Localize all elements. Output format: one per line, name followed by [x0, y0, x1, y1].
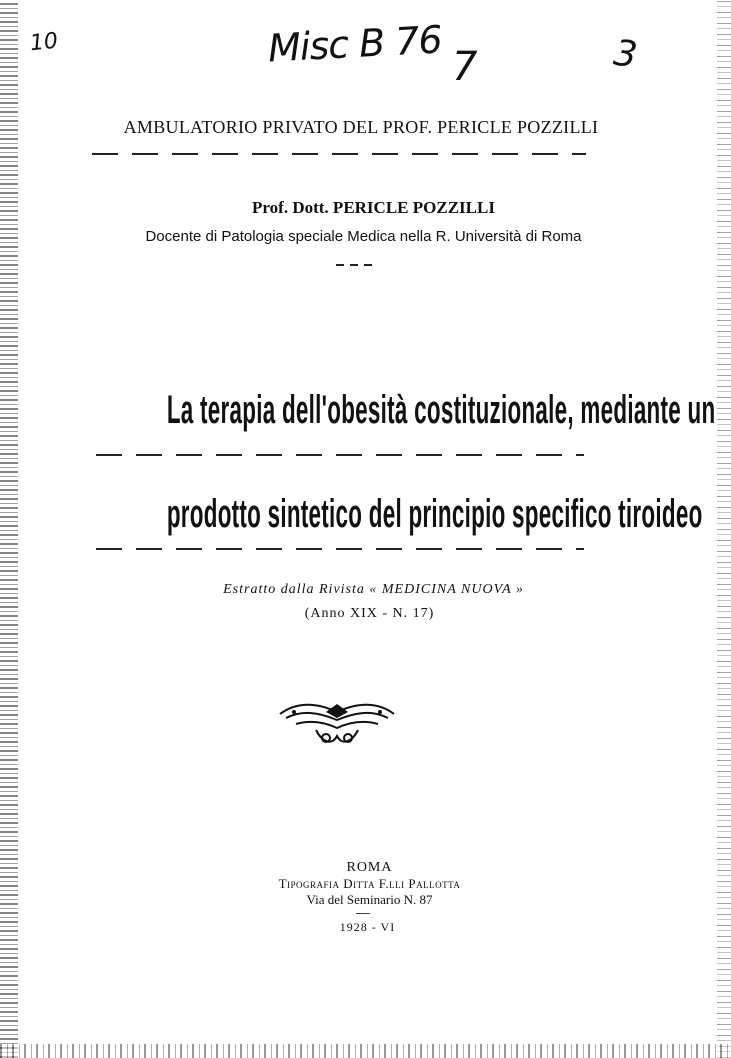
imprint-printer: Tipografia Ditta F.lli Pallotta [278, 876, 461, 891]
author-name: Prof. Dott. PERICLE POZZILLI [252, 198, 495, 217]
title-line-2: prodotto sintetico del principio specifico tiroideo [166, 492, 703, 536]
imprint-address: Via del Seminario N. 87 [306, 892, 433, 907]
imprint-city: ROMA [346, 860, 393, 875]
handwritten-number-seven: 7 [452, 44, 478, 90]
handwritten-mark-left: 10 [28, 28, 60, 57]
header-divider [92, 153, 586, 155]
handwritten-number-three: 3 [611, 32, 640, 77]
title-line-1: La terapia dell'obesità costituzionale, mediante un [166, 388, 716, 432]
scan-edge-bottom [0, 1044, 731, 1058]
handwritten-shelfmark: Misc B 76 [266, 17, 443, 71]
source-extract: Estratto dalla Rivista « MEDICINA NUOVA » [223, 582, 524, 597]
title-underline-2 [96, 548, 584, 550]
title-underline-1 [96, 454, 584, 456]
author-position: Docente di Patologia speciale Medica nella R. Università di Roma [145, 228, 582, 245]
author-divider [336, 264, 378, 266]
imprint-year: 1928 - VI [339, 920, 396, 934]
imprint-divider [356, 913, 370, 914]
source-issue: (Anno XIX - N. 17) [304, 606, 435, 621]
institution-header: AMBULATORIO PRIVATO DEL PROF. PERICLE POZZILLI [123, 117, 599, 137]
ornament-icon [276, 698, 398, 750]
